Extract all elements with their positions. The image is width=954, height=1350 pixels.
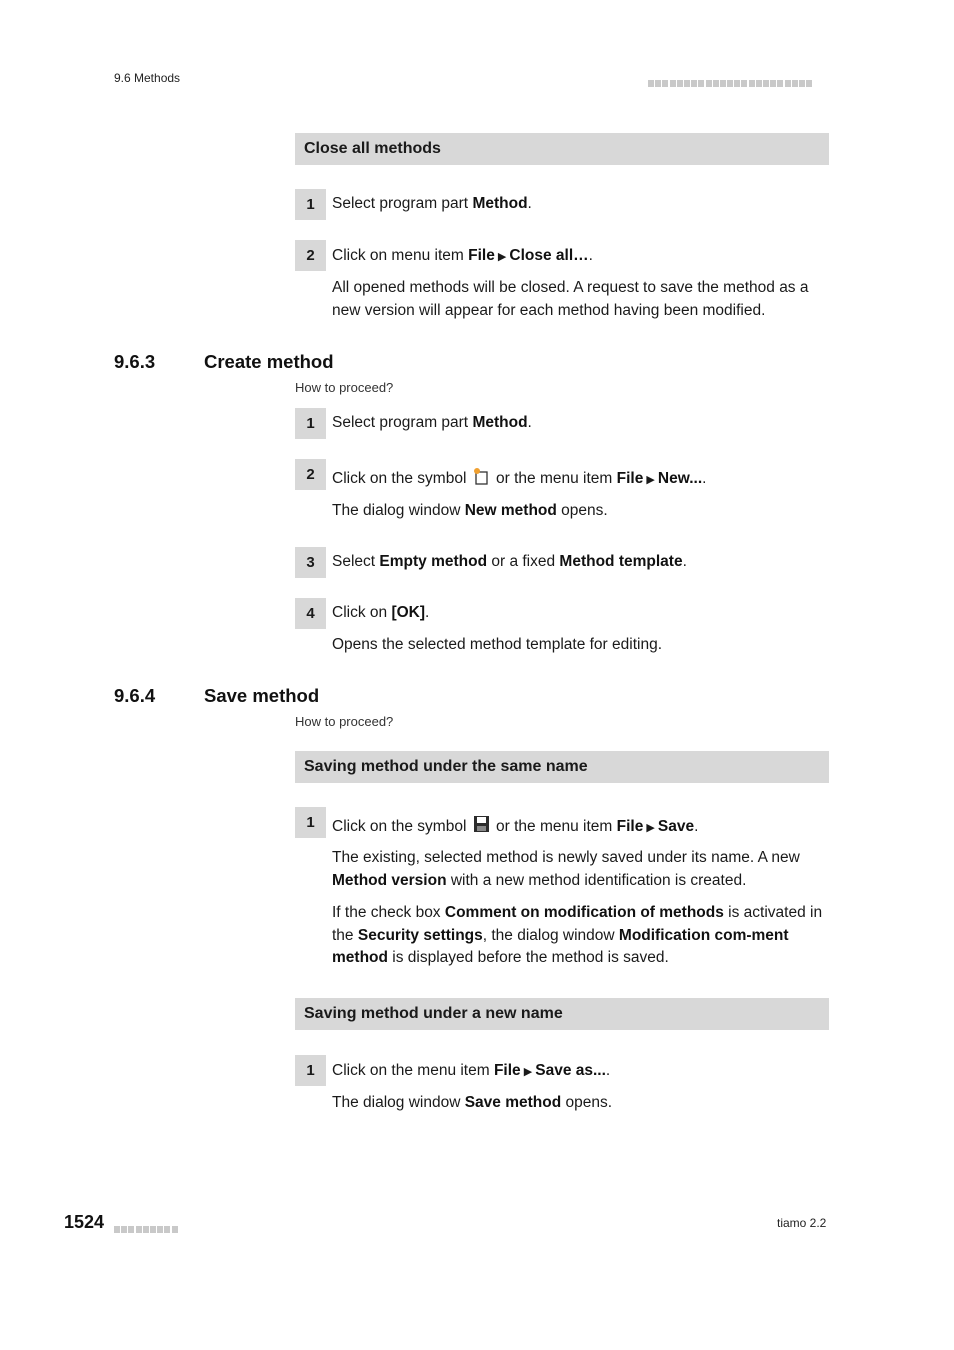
step-number: 4 [295, 598, 326, 629]
step-text: Click on menu item File ▶ Close all…. [332, 247, 593, 264]
step-text: Click on the symbol or the menu item File ▶ Save. [332, 815, 832, 840]
step-text: Click on the symbol or the menu item File ▶ New.... [332, 467, 832, 492]
step-result: The dialog window New method opens. [332, 502, 608, 519]
step-text: Select program part Method. [332, 414, 532, 431]
step-text: Select Empty method or a fixed Method template. [332, 553, 687, 570]
step-result: The dialog window Save method opens. [332, 1094, 613, 1111]
step-number: 1 [295, 807, 326, 838]
step-result: If the check box Comment on modification of methods is activated in the Security settings, the dialog window Modification com-ment method is displayed before the method is saved. [332, 904, 823, 966]
section-number: 9.6.4 [114, 685, 156, 706]
step-number: 1 [295, 408, 326, 439]
new-name-heading: Saving method under a new name [295, 998, 829, 1030]
step-text: Click on [OK]. [332, 604, 430, 621]
step-text: Select program part Method. [332, 195, 532, 212]
page-number: 1524 [64, 1212, 105, 1232]
how-to-proceed: How to proceed? [295, 714, 394, 729]
new-method-icon [473, 467, 490, 485]
close-all-heading: Close all methods [295, 133, 829, 165]
step-text: Click on the menu item File ▶ Save as.... [332, 1062, 611, 1079]
how-to-proceed: How to proceed? [295, 380, 394, 395]
step-result: All opened methods will be closed. A request to save the method as a new version will appear for each method having been modified. [332, 279, 809, 319]
step-number: 3 [295, 547, 326, 578]
step-number: 2 [295, 459, 326, 490]
step-number: 1 [295, 1055, 326, 1086]
section-title: Create method [204, 351, 334, 372]
running-head: 9.6 Methods [114, 71, 181, 85]
section-title: Save method [204, 685, 320, 706]
step-number: 2 [295, 240, 326, 271]
same-name-heading: Saving method under the same name [295, 751, 829, 783]
product-name: tiamo 2.2 [777, 1216, 827, 1230]
step-result: The existing, selected method is newly saved under its name. A new Method version with a new method identification is created. [332, 849, 800, 889]
step-number: 1 [295, 189, 326, 220]
step-result: Opens the selected method template for editing. [332, 636, 663, 653]
section-number: 9.6.3 [114, 351, 156, 372]
footer-decoration-dots [114, 1220, 182, 1228]
header-decoration-dots [648, 74, 829, 82]
save-disk-icon [473, 815, 490, 833]
